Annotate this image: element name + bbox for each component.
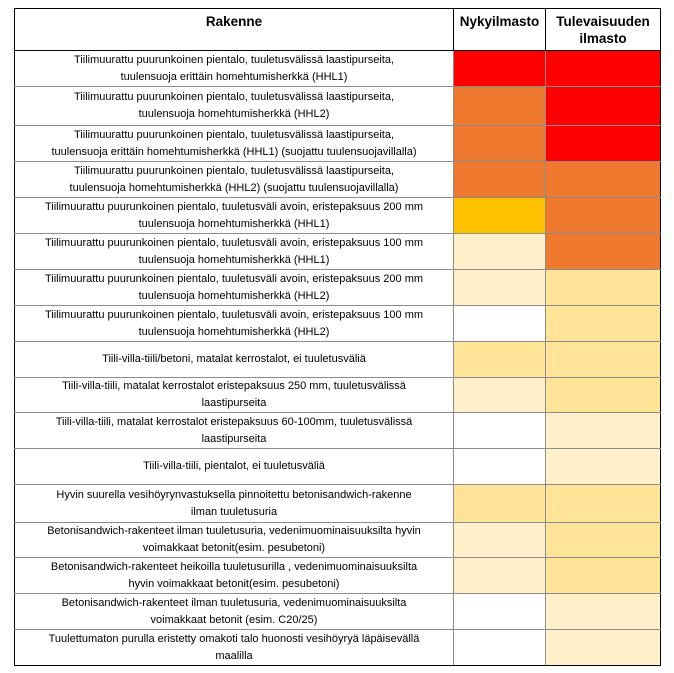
construction-text: Betonisandwich-rakenteet ilman tuuletusuria, vedenimuominaisuuksilta hyvin voimakkaat betonit(esim. pesubetoni) (47, 525, 421, 554)
future-climate-risk-cell (546, 306, 661, 342)
table-row (15, 630, 661, 666)
table-row (15, 594, 661, 630)
construction-text: Tiili-villa-tiili, matalat kerrostalot eristepaksuus 250 mm, tuuletusvälissä laastipurseita (62, 380, 406, 409)
future-climate-risk-cell (546, 594, 661, 630)
future-climate-risk-cell (546, 126, 661, 162)
construction-text: Tuulettumaton purulla eristetty omakoti talo huonosti vesihöyryä läpäisevällä maalilla (48, 632, 420, 662)
table-row (15, 413, 661, 449)
future-climate-risk-cell (546, 485, 661, 523)
table-row (15, 234, 661, 270)
header-row (15, 9, 661, 51)
current-climate-risk-cell (454, 378, 546, 413)
construction-description (15, 126, 454, 162)
current-climate-risk-cell (454, 87, 546, 126)
table-row (15, 449, 661, 485)
current-climate-risk-cell (454, 342, 546, 378)
current-climate-risk-cell (454, 162, 546, 198)
construction-description (15, 630, 454, 666)
future-climate-risk-cell (546, 523, 661, 558)
table-row (15, 558, 661, 594)
future-climate-risk-cell (546, 630, 661, 666)
construction-text: Tiilimuurattu puurunkoinen pientalo, tuuletusväli avoin, eristepaksuus 100 mm tuulensuoja homehtumisherkkä (HHL1) (44, 236, 424, 266)
current-climate-risk-cell (454, 51, 546, 87)
current-climate-risk-cell (454, 234, 546, 270)
construction-description (15, 306, 454, 342)
construction-description (15, 87, 454, 126)
construction-text: Tiilimuurattu puurunkoinen pientalo, tuuletusväli avoin, eristepaksuus 100 mm tuulensuoja homehtumisherkkä (HHL2) (44, 308, 424, 338)
future-climate-risk-cell (546, 162, 661, 198)
construction-description (15, 162, 454, 198)
table-row (15, 198, 661, 234)
construction-text: Tiilimuurattu puurunkoinen pientalo, tuuletusvälissä laastipurseita, tuulensuoja homehtumisherkkä (HHL2) (suojattu tuulensuojavillalla) (69, 164, 399, 194)
construction-text: Tiili-villa-tiili, pientalot, ei tuuletusväliä (143, 460, 325, 472)
construction-text: Betonisandwich-rakenteet heikoilla tuuletusurilla , vedenimuominaisuuksilta hyvin voimakkaat betonit(esim. pesubetoni) (50, 560, 418, 590)
construction-text: Tiilimuurattu puurunkoinen pientalo, tuuletusväli avoin, eristepaksuus 200 mm tuulensuoja homehtumisherkkä (HHL2) (44, 272, 424, 302)
construction-text: Tiilimuurattu puurunkoinen pientalo, tuuletusväli avoin, eristepaksuus 200 mm tuulensuoja homehtumisherkkä (HHL1) (44, 200, 424, 230)
construction-description (15, 198, 454, 234)
current-climate-risk-cell (454, 413, 546, 449)
table-row (15, 162, 661, 198)
construction-description (15, 449, 454, 485)
future-climate-risk-cell (546, 558, 661, 594)
table-row (15, 87, 661, 126)
construction-text: Tiilimuurattu puurunkoinen pientalo, tuuletusvälissä laastipurseita, tuulensuoja erittäin homehtumisherkkä (HHL1) (74, 53, 394, 83)
header-current-climate: Nykyilmasto (454, 9, 546, 51)
construction-description (15, 51, 454, 87)
current-climate-risk-cell (454, 270, 546, 306)
table-row (15, 126, 661, 162)
current-climate-risk-cell (454, 523, 546, 558)
construction-description (15, 270, 454, 306)
construction-description (15, 558, 454, 594)
construction-description (15, 594, 454, 630)
construction-description (15, 234, 454, 270)
table-row (15, 342, 661, 378)
table-row (15, 378, 661, 413)
table-row (15, 270, 661, 306)
future-climate-risk-cell (546, 234, 661, 270)
construction-text: Betonisandwich-rakenteet ilman tuuletusuria, vedenimuominaisuuksilta voimakkaat betonit (esim. C20/25) (61, 596, 407, 626)
current-climate-risk-cell (454, 198, 546, 234)
construction-text: Tiili-villa-tiili/betoni, matalat kerrostalot, ei tuuletusväliä (102, 353, 366, 365)
header-construction: Rakenne (15, 9, 454, 51)
future-climate-risk-cell (546, 342, 661, 378)
construction-text: Tiili-villa-tiili, matalat kerrostalot eristepaksuus 60-100mm, tuuletusvälissä laastipurseita (55, 415, 413, 445)
current-climate-risk-cell (454, 630, 546, 666)
table-row (15, 51, 661, 87)
construction-text: Tiilimuurattu puurunkoinen pientalo, tuuletusvälissä laastipurseita, tuulensuoja erittäin homehtumisherkkä (HHL1) (suojattu tuulensuojavillalla) (51, 128, 417, 158)
construction-text: Tiilimuurattu puurunkoinen pientalo, tuuletusvälissä laastipurseita, tuulensuoja homehtumisherkkä (HHL2) (74, 91, 394, 120)
construction-description (15, 378, 454, 413)
current-climate-risk-cell (454, 485, 546, 523)
current-climate-risk-cell (454, 126, 546, 162)
header-future-climate: Tulevaisuuden ilmasto (546, 9, 661, 51)
table-row (15, 523, 661, 558)
construction-description (15, 413, 454, 449)
future-climate-risk-cell (546, 51, 661, 87)
future-climate-risk-cell (546, 87, 661, 126)
construction-description (15, 485, 454, 523)
construction-description (15, 342, 454, 378)
future-climate-risk-cell (546, 378, 661, 413)
table-row (15, 306, 661, 342)
current-climate-risk-cell (454, 449, 546, 485)
future-climate-risk-cell (546, 198, 661, 234)
future-climate-risk-cell (546, 270, 661, 306)
construction-text: Hyvin suurella vesihöyrynvastuksella pinnoitettu betonisandwich-rakenne ilman tuuletusuria (56, 488, 412, 518)
future-climate-risk-cell (546, 449, 661, 485)
construction-description (15, 523, 454, 558)
current-climate-risk-cell (454, 306, 546, 342)
future-climate-risk-cell (546, 413, 661, 449)
risk-table (14, 8, 661, 666)
table-row (15, 485, 661, 523)
current-climate-risk-cell (454, 558, 546, 594)
current-climate-risk-cell (454, 594, 546, 630)
